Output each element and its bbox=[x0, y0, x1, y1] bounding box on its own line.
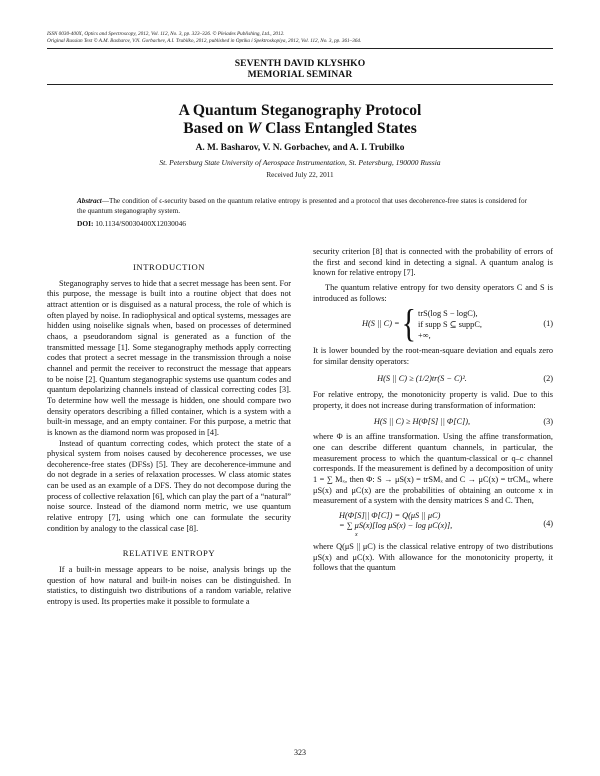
section-heading-introduction: INTRODUCTION bbox=[132, 262, 206, 272]
journal-header-line-2: Original Russian Text © A.M. Basharov, V.N. Gorbachev, A.I. Trubilko, 2012, published in Optika i Spektroskopiya, 2012, Vol. 112, No. 3, pp. 361–364. bbox=[47, 38, 362, 44]
equation-4: H(Φ[S]|| Φ[C]) = Q(μS || μC) = ∑ μS(x)[log μS(x) − log μC(x)], x (4) bbox=[339, 510, 553, 539]
right-paragraph-2: It is lower bounded by the root-mean-square deviation and equals zero for similar density operators: bbox=[313, 346, 553, 366]
section-heading-relative-entropy: RELATIVE ENTROPY bbox=[122, 548, 216, 559]
header-rule bbox=[47, 48, 553, 49]
left-column bbox=[47, 262, 291, 608]
paper-title-line-1: A Quantum Steganography Protocol bbox=[178, 102, 422, 119]
series-title-line-2: MEMORIAL SEMINAR bbox=[247, 69, 353, 80]
equation-2-number: (2) bbox=[543, 373, 553, 383]
series-rule bbox=[47, 84, 553, 85]
abstract-label: Abstract bbox=[77, 197, 102, 205]
equation-1-number: (1) bbox=[543, 319, 553, 329]
right-column bbox=[313, 247, 553, 574]
authors: A. M. Basharov, V. N. Gorbachev, and A. I. Trubilko bbox=[195, 143, 405, 153]
equation-4-number: (4) bbox=[543, 519, 553, 529]
right-paragraph-0: security criterion [8] that is connected with the probability of errors of the first and second kind in detecting a signal. A quantum analog is known for relative entropy [7]. bbox=[313, 247, 553, 278]
right-paragraph-3: For relative entropy, the monotonicity property is valid. Due to this property, it does not increase during transformation of information: bbox=[313, 390, 553, 410]
received-date: Received July 22, 2011 bbox=[266, 171, 334, 179]
journal-header-line-1: ISSN 0030-400X, Optics and Spectroscopy, 2012, Vol. 112, No. 3, pp. 323–326. © Pleiades Publishing, Ltd., 2012. bbox=[47, 31, 285, 37]
right-paragraph-5: where Q(μS || μC) is the classical relative entropy of two distributions μS(x) and μC(x). With allowance for the monotonicity property, it follows that the quantum bbox=[313, 542, 553, 573]
intro-paragraph-2: Instead of quantum correcting codes, which protect the state of a physical system from noises caused by decoherence processes, we use decoherence-free states (DFSs) [5]. They are decoherence-immune and do not degrade in a series of relaxation processes. W class atomic states can be used as an example of a DFS. They do not decompose during the process of collective relaxation [6], which can play the part of a “natural” noise source. Instead of the diamond norm metric, we use quantum relative entropy [7], using which one can formulate the security condition by analogy to the classical case [8]. bbox=[47, 438, 291, 533]
paper-title-line-2: Based on W Class Entangled States bbox=[183, 120, 417, 137]
right-paragraph-4: where Φ is an affine transformation. Using the affine transformation, one can describe different quantum channels, in particular, the measurement process to which the quantum-classical or q–c channel corresponds. If the measurement is defined by a decomposition of unity 1 = ∑ Mₓ, then Φ: S → μS(x) = trSMₓ and C → μC(x) = trCMₓ, where μS(x) and μC(x) are the probabilities of obtaining an outcome x in measurement of a system with the density matrices S and C. Then, bbox=[313, 432, 553, 506]
page-number: 323 bbox=[294, 748, 306, 757]
intro-paragraph-1: Steganography serves to hide that a secret message has been sent. For this purpose, the message is built into a routine object that does not attract attention or is disguised as a natural process, the role of which is often played by noise. In radiophysical and optical systems, messages are hidden using noiselike signals when, based on processes of determined chaos, a pseudorandom signal is generated as a function of the transmitted message [1]. Some steganography methods apply correcting codes that protect a secret message in the transmission through a noise channel and permit the receiver to reconstruct the message that appears to be noise [2]. Quantum steganographic systems use quantum codes and quantum depolarizing channels instead of classical correcting codes [3]. To determine how well the message is hidden, one should compare two density operators describing a filled container, which is a system with a built-in message, and an empty container. For this purpose, a metric that is known as the diamond norm was proposed in [4]. bbox=[47, 278, 291, 437]
doi: DOI: 10.1134/S0030400X12030046 bbox=[77, 219, 186, 228]
series-title-line-1: SEVENTH DAVID KLYSHKO bbox=[234, 58, 366, 69]
relent-paragraph-1: If a built-in message appears to be noise, analysis brings up the question of how natural and built-in noises can be distinguished. In statistics, to distinguish two distributions of a random variable, relative entropy is used. Its properties make it possible to formulate a bbox=[47, 565, 291, 607]
abstract bbox=[77, 196, 527, 216]
equation-3: H(S || C) ≥ H(Φ[S] || Φ[C]), (3) bbox=[373, 416, 553, 426]
affiliation: St. Petersburg State University of Aerospace Instrumentation, St. Petersburg, 190000 Russia bbox=[159, 158, 441, 167]
abstract-text: —The condition of ϵ-security based on the quantum relative entropy is presented and a protocol that uses decoherence-free states is considered for the quantum steganography system. bbox=[77, 197, 527, 215]
equation-2: H(S || C) ≥ (1/2)tr(S − C)². (2) bbox=[377, 373, 553, 383]
journal-header bbox=[47, 31, 567, 45]
equation-3-number: (3) bbox=[543, 416, 553, 426]
equation-1: H(S || C) = { trS(log S − logC), if supp S ⊆ suppC, +∞, (1) bbox=[362, 302, 553, 346]
right-paragraph-1: The quantum relative entropy for two density operators C and S is introduced as follows: bbox=[313, 282, 553, 303]
